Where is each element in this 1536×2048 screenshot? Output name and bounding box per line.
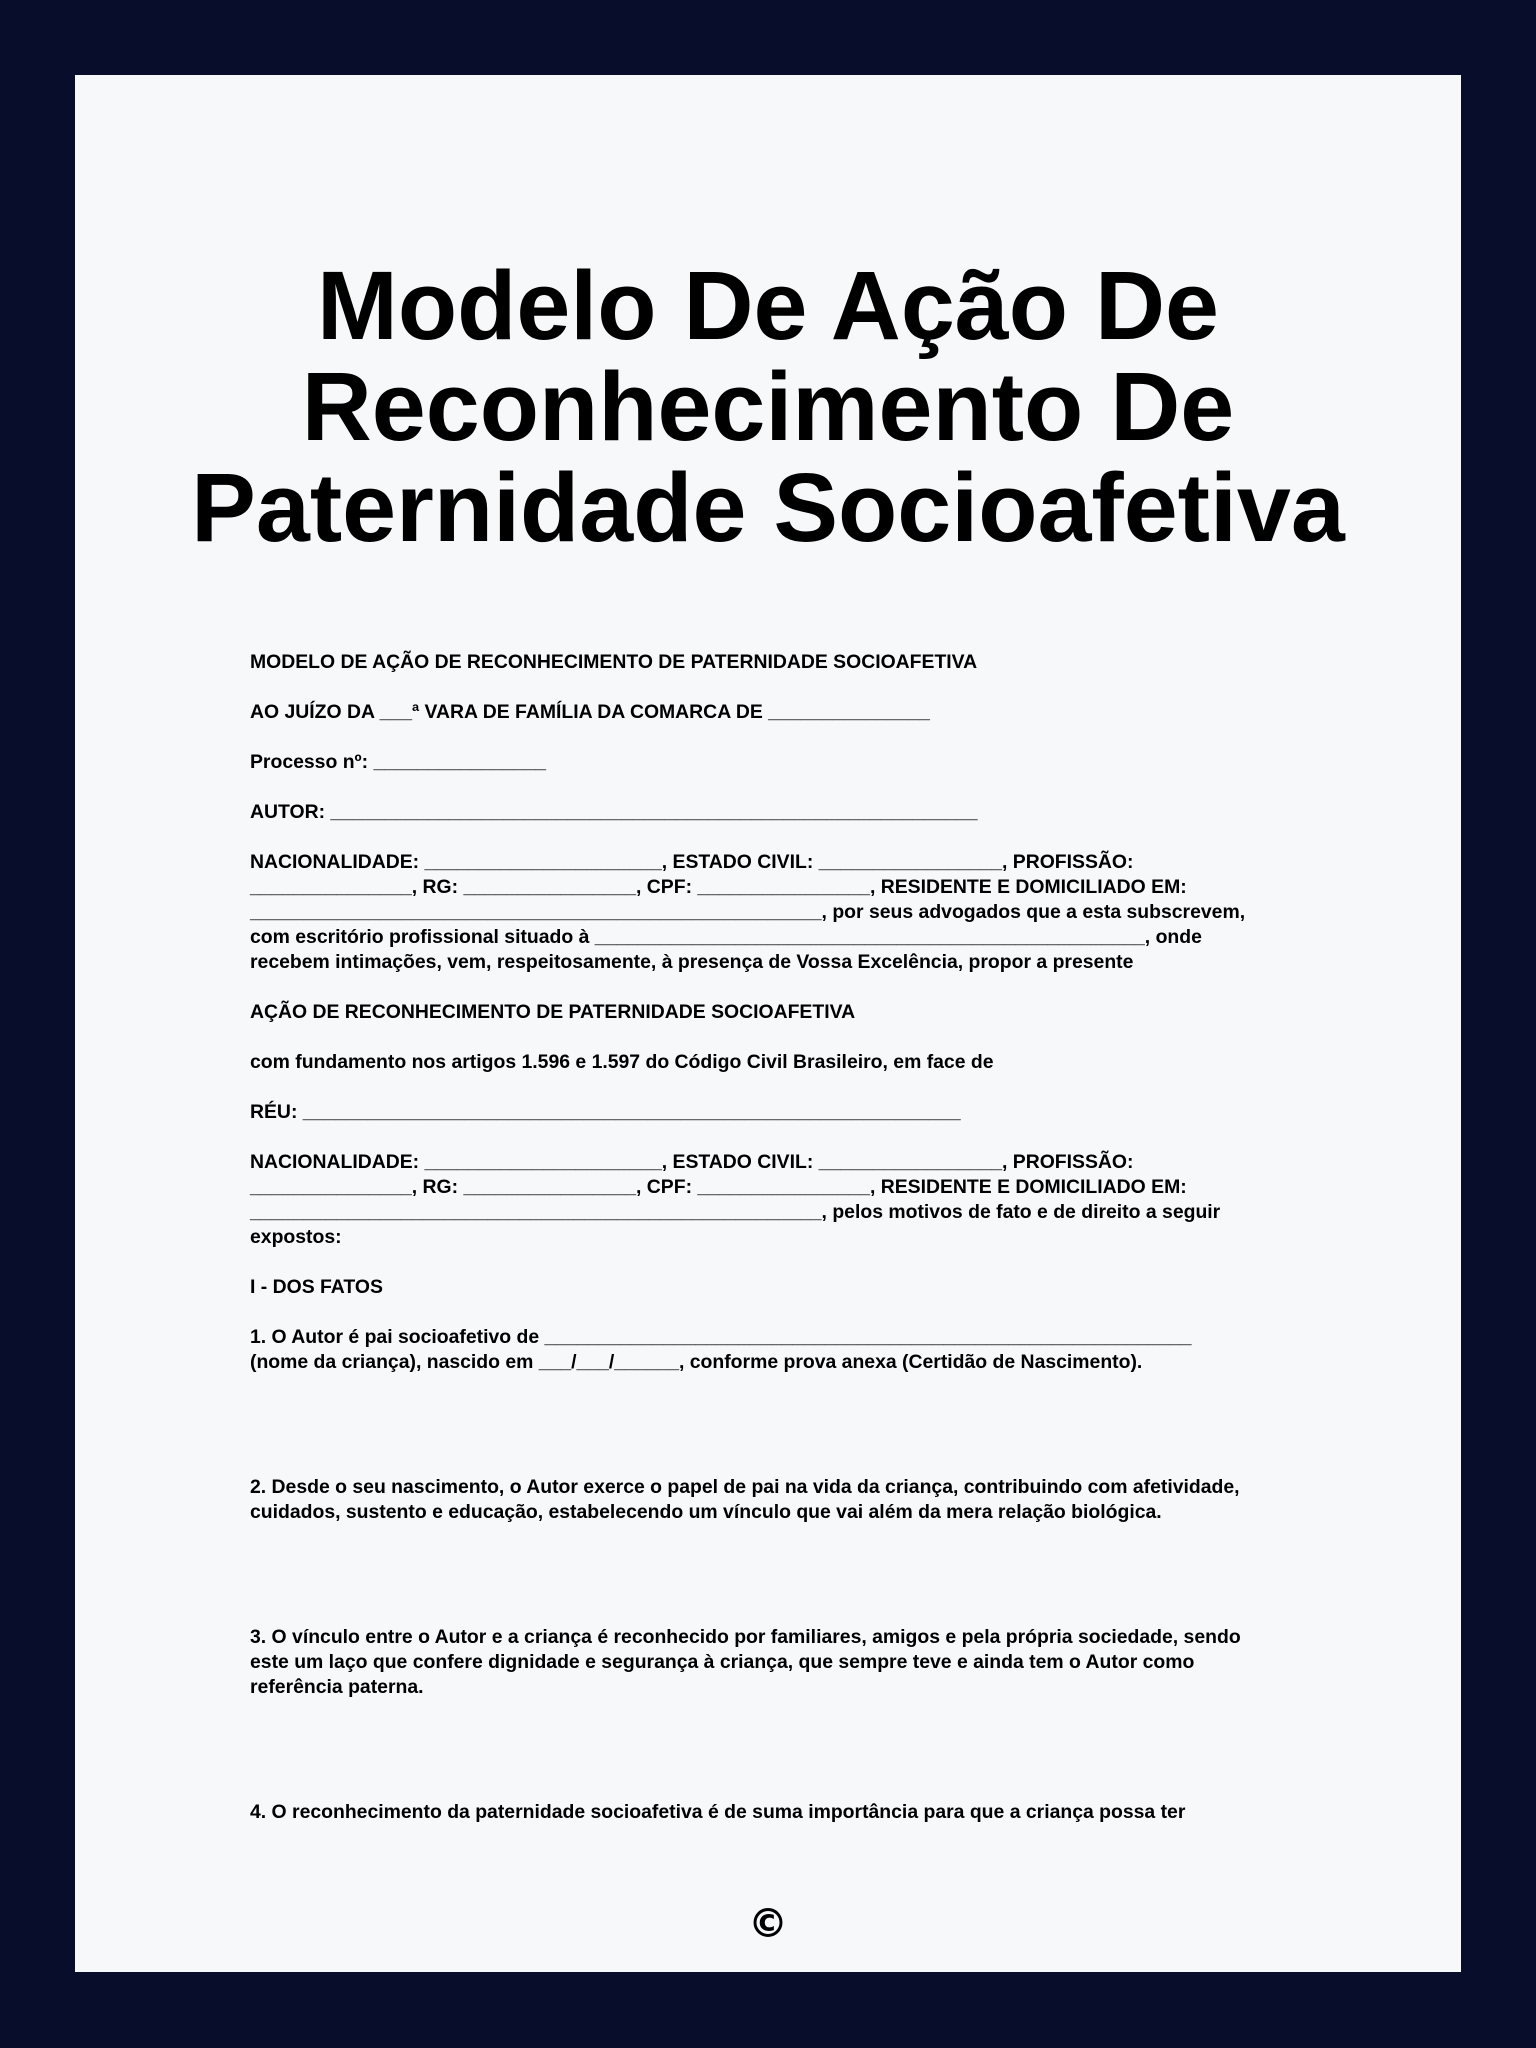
- author-qualification: [250, 850, 1370, 975]
- fact-paragraph-1: [250, 1325, 1370, 1375]
- page-title: [75, 251, 1461, 562]
- defendant-line: RÉU: _____________________________________________________________: [250, 1101, 961, 1123]
- fact-paragraph-2: [250, 1475, 1370, 1525]
- text-line: 1. O Autor é pai socioafetivo de ____________________________________________________________: [250, 1326, 1192, 1348]
- fact-paragraph-4: [250, 1800, 1370, 1825]
- section-title-facts: I - DOS FATOS: [250, 1276, 383, 1298]
- document-heading: MODELO DE AÇÃO DE RECONHECIMENTO DE PATERNIDADE SOCIOAFETIVA: [250, 651, 978, 673]
- court-line: AO JUÍZO DA ___ª VARA DE FAMÍLIA DA COMARCA DE _______________: [250, 701, 930, 723]
- text-line: recebem intimações, vem, respeitosamente, à presença de Vossa Excelência, propor a presente: [250, 951, 1134, 973]
- defendant-qualification: [250, 1150, 1370, 1250]
- title-line: Paternidade Socioafetiva: [191, 453, 1345, 562]
- author-line: AUTOR: ____________________________________________________________: [250, 801, 978, 823]
- text-line: 3. O vínculo entre o Autor e a criança é reconhecido por familiares, amigos e pela própria sociedade, sendo: [250, 1626, 1241, 1648]
- text-line: _____________________________________________________, por seus advogados que a esta subscrevem,: [250, 901, 1246, 923]
- text-line: _____________________________________________________, pelos motivos de fato e de direito a seguir: [250, 1201, 1221, 1223]
- action-title: AÇÃO DE RECONHECIMENTO DE PATERNIDADE SOCIOAFETIVA: [250, 1001, 856, 1023]
- legal-basis-line: com fundamento nos artigos 1.596 e 1.597 do Código Civil Brasileiro, em face de: [250, 1051, 994, 1073]
- text-line: 4. O reconhecimento da paternidade socioafetiva é de suma importância para que a criança possa ter: [250, 1801, 1186, 1823]
- text-line: NACIONALIDADE: ______________________, ESTADO CIVIL: _________________, PROFISSÃO:: [250, 851, 1134, 873]
- text-line: com escritório profissional situado à ___________________________________________________, onde: [250, 926, 1202, 948]
- title-line: Reconhecimento De: [301, 352, 1235, 461]
- copyright-icon: ©: [748, 1901, 788, 1947]
- text-line: _______________, RG: ________________, CPF: ________________, RESIDENTE E DOMICILIADO EM:: [250, 876, 1187, 898]
- text-line: 2. Desde o seu nascimento, o Autor exerce o papel de pai na vida da criança, contribuindo com afetividade,: [250, 1476, 1240, 1498]
- document-page: [75, 75, 1461, 1972]
- fact-paragraph-3: [250, 1625, 1370, 1700]
- process-number-line: Processo nº: ________________: [250, 751, 547, 773]
- text-line: _______________, RG: ________________, CPF: ________________, RESIDENTE E DOMICILIADO EM:: [250, 1176, 1187, 1198]
- document-body: [250, 650, 1370, 1850]
- title-line: Modelo De Ação De: [317, 251, 1219, 360]
- text-line: (nome da criança), nascido em ___/___/______, conforme prova anexa (Certidão de Nascimento).: [250, 1351, 1143, 1373]
- text-line: expostos:: [250, 1226, 342, 1248]
- text-line: este um laço que confere dignidade e segurança à criança, que sempre teve e ainda tem o Autor como: [250, 1651, 1195, 1673]
- text-line: NACIONALIDADE: ______________________, ESTADO CIVIL: _________________, PROFISSÃO:: [250, 1151, 1134, 1173]
- text-line: referência paterna.: [250, 1676, 424, 1698]
- text-line: cuidados, sustento e educação, estabelecendo um vínculo que vai além da mera relação biológica.: [250, 1501, 1162, 1523]
